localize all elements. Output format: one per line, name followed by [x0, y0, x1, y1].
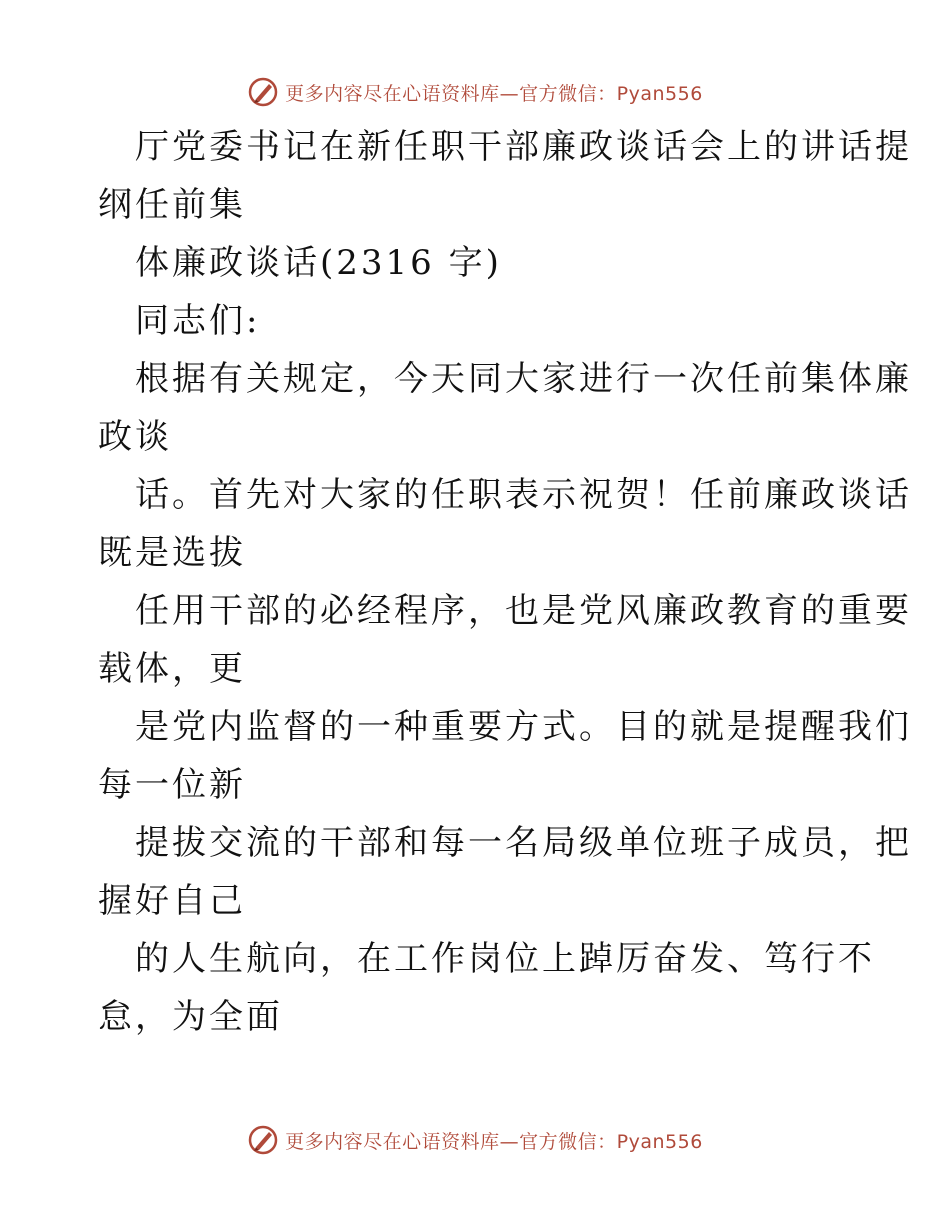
- footer-banner-text: 更多内容尽在心语资料库—官方微信：Pyan556: [285, 1130, 703, 1153]
- doc-paragraph-line: 根据有关规定，今天同大家进行一次任前集体廉: [135, 359, 912, 399]
- doc-paragraph-line: 握好自己: [98, 881, 246, 921]
- doc-salutation: 同志们:: [135, 301, 261, 341]
- doc-paragraph-line: 话。首先对大家的任职表示祝贺！任前廉政谈话: [135, 475, 912, 515]
- doc-paragraph-line: 提拔交流的干部和每一名局级单位班子成员，把: [135, 823, 912, 863]
- doc-subtitle-line: 体廉政谈话(2316 字): [135, 243, 502, 283]
- doc-paragraph-line: 政谈: [98, 417, 172, 457]
- doc-paragraph-line: 是党内监督的一种重要方式。目的就是提醒我们: [135, 707, 912, 747]
- header-banner: [0, 72, 950, 112]
- doc-paragraph-line: 既是选拔: [98, 533, 246, 573]
- document-body: [98, 118, 912, 1046]
- doc-paragraph-line: 每一位新: [98, 765, 246, 805]
- pen-circle-logo-icon: [247, 1124, 279, 1156]
- doc-paragraph-line: 的人生航向，在工作岗位上踔厉奋发、笃行不: [135, 939, 875, 979]
- doc-paragraph-line: 载体，更: [98, 649, 246, 689]
- doc-paragraph-line: 任用干部的必经程序，也是党风廉政教育的重要: [135, 591, 912, 631]
- header-banner-text: 更多内容尽在心语资料库—官方微信：Pyan556: [285, 82, 703, 105]
- doc-paragraph-line: 怠，为全面: [98, 997, 283, 1037]
- pen-circle-logo-icon: [247, 76, 279, 108]
- footer-banner: [0, 1120, 950, 1160]
- doc-title-line-1: 厅党委书记在新任职干部廉政谈话会上的讲话提: [135, 127, 912, 167]
- doc-title-line-2: 纲任前集: [98, 185, 246, 225]
